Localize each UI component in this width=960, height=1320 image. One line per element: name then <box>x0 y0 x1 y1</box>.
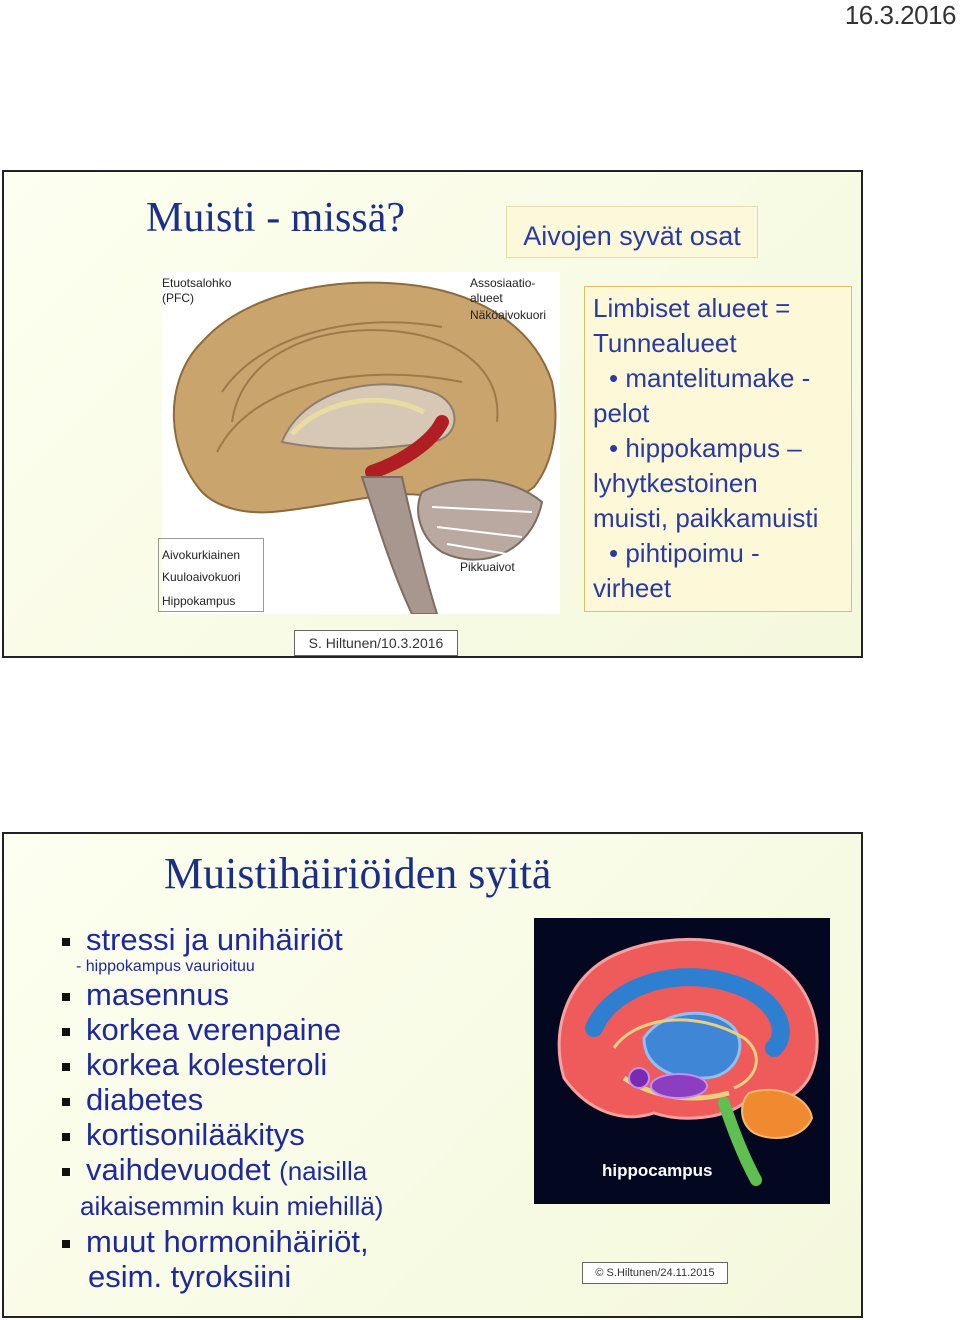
bullet-icon <box>62 1098 70 1106</box>
deep-areas-title: Aivojen syvät osat <box>523 221 741 251</box>
list-item-text: muut hormonihäiriöt, <box>86 1224 369 1259</box>
bullet-icon <box>62 938 70 946</box>
hippocampus-label: hippocampus <box>602 1161 713 1180</box>
label-association: Assosiaatio-alueet <box>470 276 536 305</box>
limbic-item: • mantelitumake - <box>609 363 811 393</box>
limbic-item: muisti, paikkamuisti <box>593 503 819 533</box>
list-item <box>62 1012 522 1047</box>
limbic-item: pelot <box>593 398 650 428</box>
limbic-heading-2: Tunnealueet <box>593 328 737 358</box>
list-item <box>62 1152 522 1189</box>
list-item-text: masennus <box>86 977 230 1012</box>
list-item-text: korkea kolesteroli <box>86 1047 328 1082</box>
label-visual: Näköaivokuori <box>470 308 547 322</box>
hippocampus-illustration <box>534 918 830 1204</box>
limbic-item: virheet <box>593 573 672 603</box>
list-item <box>62 1117 522 1152</box>
list-item <box>62 922 522 957</box>
label-cerebellum: Pikkuaivot <box>460 560 515 574</box>
limbic-item: lyhytkestoinen <box>593 468 758 498</box>
page-date: 16.3.2016 <box>844 0 956 30</box>
list-item-text: korkea verenpaine <box>86 1012 342 1047</box>
slide-memory-disorders <box>2 832 863 1318</box>
label-auditory: Kuuloaivokuori <box>162 570 241 584</box>
list-item-text: kortisonilääkitys <box>86 1117 305 1152</box>
limbic-item: • pihtipoimu - <box>609 538 760 568</box>
slide-memory-location <box>2 170 863 658</box>
label-hippocampus: Hippokampus <box>162 594 236 608</box>
list-item-text: vaihdevuodet <box>86 1152 271 1187</box>
list-item-text: stressi ja unihäiriöt <box>86 922 343 957</box>
limbic-item: • hippokampus – <box>609 433 802 463</box>
list-item-note: (naisilla <box>279 1156 368 1186</box>
limbic-areas-box <box>584 286 852 612</box>
list-subitem: - hippokampus vaurioituu <box>76 958 255 975</box>
label-group-frame <box>158 538 264 612</box>
label-frontal: Etuotsalohko (PFC) <box>162 276 232 305</box>
bullet-icon <box>62 993 70 1001</box>
bullet-icon <box>62 1028 70 1036</box>
slide2-footer: © S.Hiltunen/24.11.2015 <box>582 1262 728 1284</box>
causes-list <box>62 922 522 1294</box>
list-item <box>62 1082 522 1117</box>
list-item-text: diabetes <box>86 1082 204 1117</box>
list-item <box>62 1224 522 1259</box>
bullet-icon <box>62 1063 70 1071</box>
slide1-footer: S. Hiltunen/10.3.2016 <box>294 630 458 656</box>
deep-areas-box <box>506 206 758 258</box>
list-item <box>62 977 522 1012</box>
limbic-heading-1: Limbiset alueet = <box>593 293 791 323</box>
slide1-title: Muisti - missä? <box>146 195 405 241</box>
list-item-continuation: esim. tyroksiini <box>88 1259 292 1294</box>
label-motor: Aivokurkiainen <box>162 548 241 562</box>
bullet-icon <box>62 1240 70 1248</box>
slide2-title: Muistihäiriöiden syitä <box>164 849 552 898</box>
bullet-icon <box>62 1133 70 1141</box>
bullet-icon <box>62 1168 70 1176</box>
list-item-continuation: aikaisemmin kuin miehillä) <box>80 1191 384 1221</box>
list-item <box>62 1047 522 1082</box>
